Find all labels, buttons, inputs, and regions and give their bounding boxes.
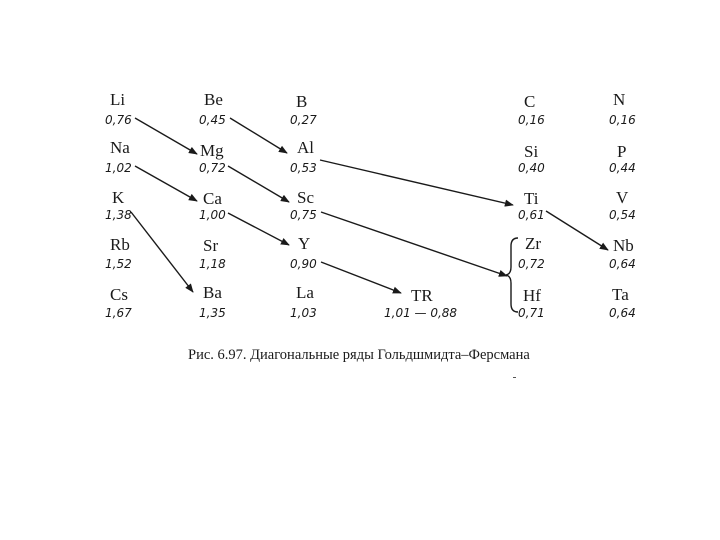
arrow-y-to-tr (321, 262, 401, 293)
element-symbol-k: K (112, 188, 125, 207)
element-symbol-ti: Ti (524, 189, 539, 208)
arrow-ca-to-y (228, 213, 289, 245)
zr-hf-brace (506, 238, 518, 312)
element-symbol-y: Y (298, 234, 311, 253)
element-radius-hf: 0,71 (518, 306, 545, 320)
element-symbol-mg: Mg (200, 141, 224, 160)
element-radius-n: 0,16 (609, 113, 636, 127)
element-symbol-sr: Sr (203, 236, 219, 255)
element-symbol-n: N (613, 90, 626, 109)
element-radius-ba: 1,35 (199, 306, 226, 320)
scan-speck (513, 377, 516, 378)
element-radius-mg: 0,72 (199, 161, 226, 175)
element-symbol-p: P (617, 142, 627, 161)
element-radius-be: 0,45 (199, 113, 226, 127)
element-radius-nb: 0,64 (609, 257, 636, 271)
element-radius-si: 0,40 (518, 161, 545, 175)
figure-caption: Рис. 6.97. Диагональные ряды Гольдшмидта–Ферсмана (188, 347, 530, 363)
arrow-ti-to-nb (546, 211, 608, 250)
element-symbol-ta: Ta (612, 285, 629, 304)
element-symbol-na: Na (110, 138, 130, 157)
arrow-sc-to-zr-hf (321, 212, 507, 276)
element-symbol-ba: Ba (203, 283, 222, 302)
element-radius-cs: 1,67 (105, 306, 132, 320)
element-symbol-c: C (524, 92, 536, 111)
element-radius-ca: 1,00 (199, 208, 226, 222)
arrow-al-to-ti (320, 160, 513, 205)
element-symbol-nb: Nb (613, 236, 634, 255)
element-symbol-hf: Hf (523, 286, 541, 305)
element-radius-li: 0,76 (105, 113, 132, 127)
element-radius-k: 1,38 (105, 208, 132, 222)
element-radius-rb: 1,52 (105, 257, 132, 271)
element-radius-ta: 0,64 (609, 306, 636, 320)
element-radius-zr: 0,72 (518, 257, 545, 271)
element-symbol-b: B (296, 92, 308, 111)
element-symbol-la: La (296, 283, 314, 302)
element-radius-la: 1,03 (290, 306, 317, 320)
element-radius-tr: 1,01 — 0,88 (384, 306, 458, 320)
element-radius-sr: 1,18 (199, 257, 226, 271)
arrow-li-to-mg (135, 118, 197, 154)
arrow-be-to-al (230, 118, 287, 153)
arrow-k-to-ba (131, 212, 193, 292)
element-symbol-ca: Ca (203, 189, 222, 208)
element-symbol-be: Be (204, 90, 223, 109)
element-symbol-cs: Cs (110, 285, 128, 304)
arrow-mg-to-sc (228, 166, 289, 202)
element-radius-y: 0,90 (290, 257, 317, 271)
element-radius-sc: 0,75 (290, 208, 317, 222)
arrow-na-to-ca (135, 166, 197, 201)
element-symbol-si: Si (524, 142, 539, 161)
element-symbol-v: V (616, 188, 629, 207)
element-radius-na: 1,02 (105, 161, 132, 175)
element-symbol-tr: TR (411, 286, 433, 305)
element-symbol-sc: Sc (297, 188, 314, 207)
element-radius-p: 0,44 (609, 161, 636, 175)
element-radius-c: 0,16 (518, 113, 545, 127)
element-symbol-al: Al (297, 138, 314, 157)
element-symbol-li: Li (110, 90, 126, 109)
element-symbol-zr: Zr (525, 234, 542, 253)
element-radius-al: 0,53 (290, 161, 317, 175)
element-symbol-rb: Rb (110, 235, 130, 254)
element-radius-b: 0,27 (290, 113, 317, 127)
element-radius-ti: 0,61 (518, 208, 545, 222)
element-radius-v: 0,54 (609, 208, 636, 222)
